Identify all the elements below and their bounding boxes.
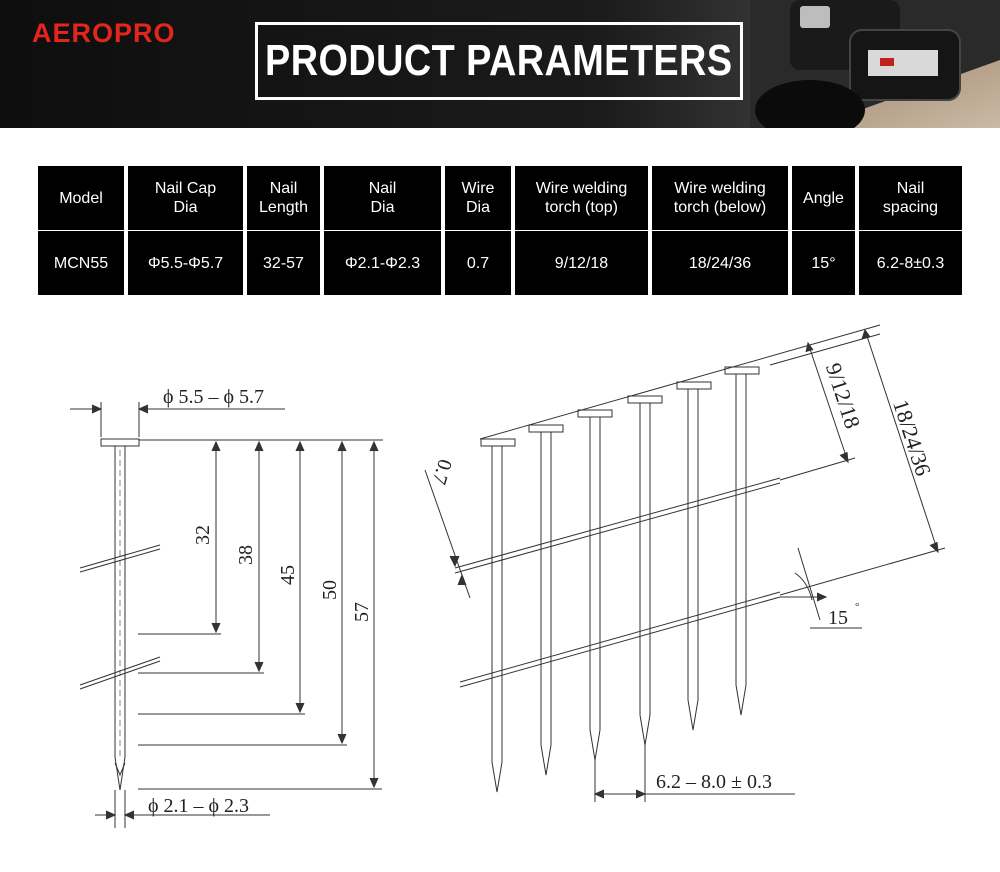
length-label: 50	[319, 580, 341, 600]
nail-cap	[101, 439, 139, 446]
table-header-cell: Wire Dia	[445, 166, 511, 230]
nail-gun-photo	[750, 0, 1000, 128]
table-cell: 0.7	[445, 231, 511, 295]
table-header-cell: Wire welding torch (below)	[652, 166, 788, 230]
table-header-cell: Wire welding torch (top)	[515, 166, 648, 230]
header-banner	[0, 0, 1000, 128]
cap-dia-label: ϕ 5.5 – ϕ 5.7	[163, 386, 265, 408]
single-nail	[80, 439, 160, 790]
table-cell: 32-57	[247, 231, 320, 295]
torch-below-label: 18/24/36	[888, 396, 937, 479]
table-header-row	[38, 166, 962, 230]
table-cell: Φ2.1-Φ2.3	[324, 231, 441, 295]
table-header-cell: Angle	[792, 166, 855, 230]
nail-coil	[455, 367, 780, 792]
table-header-cell: Nail Dia	[324, 166, 441, 230]
length-label: 45	[277, 565, 299, 585]
torch-top-label: 9/12/18	[820, 359, 866, 432]
table-cell: 15°	[792, 231, 855, 295]
technical-drawing	[0, 300, 1000, 872]
shank-dia-label: ϕ 2.1 – ϕ 2.3	[148, 795, 250, 817]
table-row	[38, 231, 962, 295]
brand-logo: AEROPRO	[32, 18, 176, 48]
page-title-frame	[255, 22, 743, 100]
length-label: 57	[351, 602, 373, 622]
length-label: 38	[235, 545, 257, 565]
table-cell: 6.2-8±0.3	[859, 231, 962, 295]
table-cell: 18/24/36	[652, 231, 788, 295]
table-header-cell: Model	[38, 166, 124, 230]
table-cell: MCN55	[38, 231, 124, 295]
table-cell: Φ5.5-Φ5.7	[128, 231, 243, 295]
table-header-cell: Nail Cap Dia	[128, 166, 243, 230]
spacing-label: 6.2 – 8.0 ± 0.3	[656, 771, 772, 793]
angle-label: 15	[828, 607, 848, 629]
table-cell: 9/12/18	[515, 231, 648, 295]
degree-mark: °	[855, 601, 860, 613]
table-header-cell: Nail spacing	[859, 166, 962, 230]
page-title: PRODUCT PARAMETERS	[265, 36, 733, 85]
wire-dia-label: 0.7	[427, 456, 456, 487]
length-label: 32	[192, 525, 214, 545]
table-header-cell: Nail Length	[247, 166, 320, 230]
